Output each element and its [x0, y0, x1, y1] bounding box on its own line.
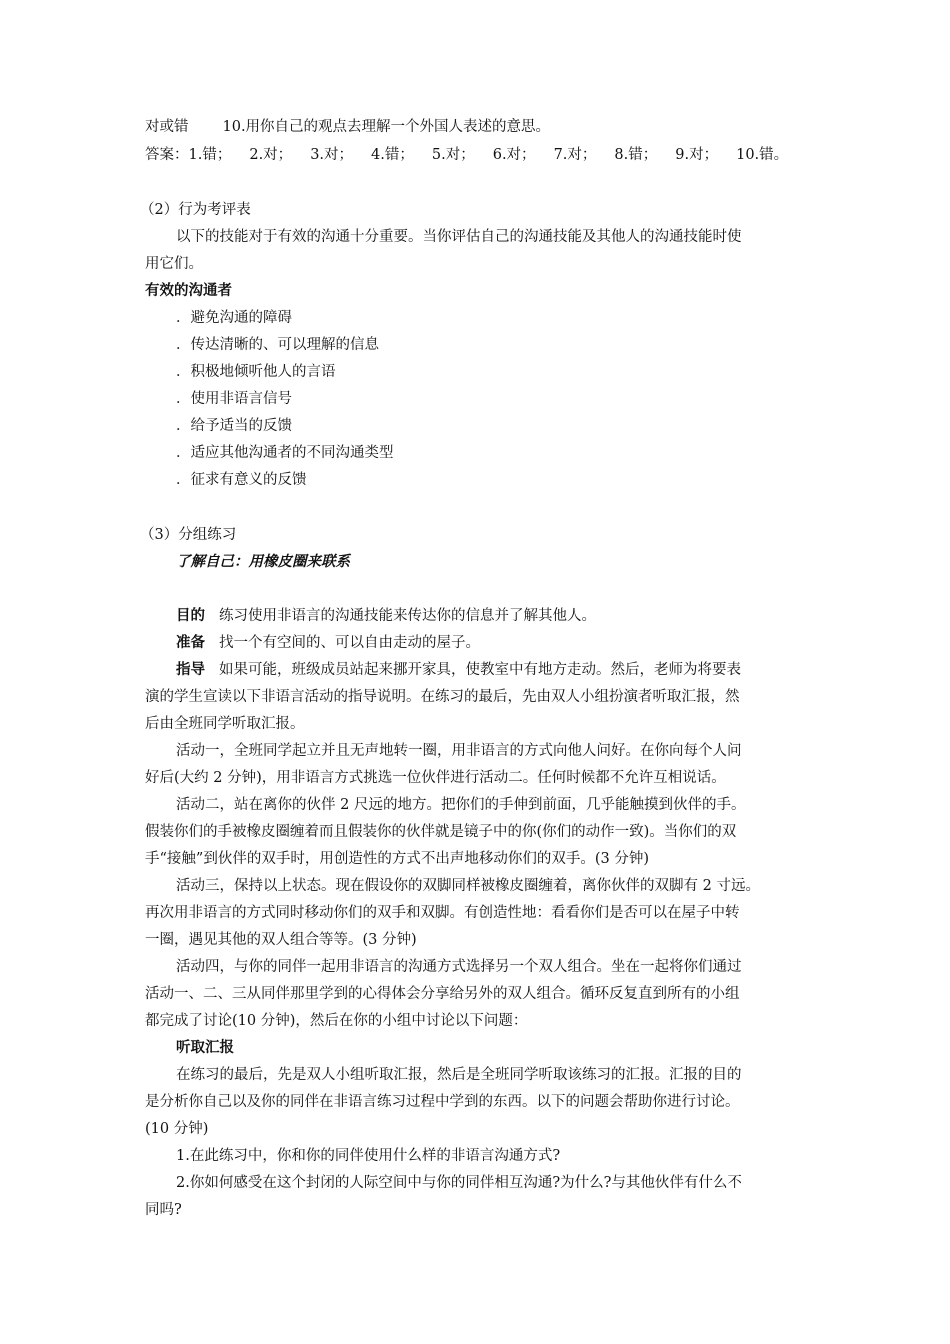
answer-item: 6.对；: [492, 147, 536, 163]
question-2-line-1: 2.你如何感受在这个封闭的人际空间中与你的同伴相互沟通?为什么?与其他伙伴有什么不: [176, 1175, 742, 1191]
activity-1-line-2: 好后(大约 2 分钟)，用非语言方式挑选一位伙伴进行活动二。任何时候都不允许互相说话。: [145, 770, 726, 786]
question-10-line: [145, 117, 550, 137]
answer-item: 1.错；: [188, 147, 232, 163]
prep-text: 找一个有空间的、可以自由走动的屋子。: [219, 635, 480, 651]
activity-4-line-3: 都完成了讨论(10 分钟)，然后在你的小组中讨论以下问题：: [145, 1013, 528, 1029]
answer-item: 7.对；: [553, 147, 597, 163]
activity-2-line-3: 手“接触”到伙伴的双手时，用创造性的方式不出声地移动你们的双手。(3 分钟): [145, 851, 649, 867]
true-false-label: 对或错: [145, 119, 189, 135]
guide-line-1: [176, 660, 741, 680]
answer-item: 10.错。: [736, 147, 789, 163]
answer-item: 3.对；: [310, 147, 354, 163]
section-2-intro-line-2: 用它们。: [145, 256, 203, 272]
activity-2-line-1: 活动二，站在离你的伙伴 2 尺远的地方。把你们的手伸到前面，几乎能触摸到伙伴的手。: [176, 797, 746, 813]
guide-text: 如果可能，班级成员站起来挪开家具，使教室中有地方走动。然后，老师为将要表: [219, 662, 741, 678]
guide-line-2: 演的学生宣读以下非语言活动的指导说明。在练习的最后，先由双人小组扮演者听取汇报，然: [145, 689, 740, 705]
activity-4-line-1: 活动四，与你的同伴一起用非语言的沟通方式选择另一个双人组合。坐在一起将你们通过: [176, 959, 742, 975]
debrief-line-3: (10 分钟): [145, 1121, 209, 1137]
guide-label: 指导: [176, 662, 205, 678]
activity-2-line-2: 假装你们的手被橡皮圈缠着而且假装你的伙伴就是镜子中的你(你们的动作一致)。当你们的双: [145, 824, 737, 840]
list-item: ．传达清晰的、可以理解的信息: [176, 337, 379, 353]
prep-label: 准备: [176, 635, 205, 651]
list-item: ．避免沟通的障碍: [176, 310, 292, 326]
activity-3-line-3: 一圈，遇见其他的双人组合等等。(3 分钟): [145, 932, 417, 948]
exercise-title: 了解自己：用橡皮圈来联系: [176, 553, 350, 570]
activity-3-line-1: 活动三，保持以上状态。现在假设你的双脚同样被橡皮圈缠着，离你伙伴的双脚有 2 寸远。: [176, 878, 760, 894]
question-1: 1.在此练习中，你和你的同伴使用什么样的非语言沟通方式?: [176, 1148, 561, 1164]
answer-key: [145, 145, 788, 165]
purpose-line: [176, 606, 596, 626]
answer-item: 4.错；: [371, 147, 414, 163]
answer-item: 8.错；: [614, 147, 658, 163]
answer-item: 2.对；: [249, 147, 293, 163]
section-2-intro-line-1: 以下的技能对于有效的沟通十分重要。当你评估自己的沟通技能及其他人的沟通技能时使: [176, 229, 742, 245]
activity-3-line-2: 再次用非语言的方式同时移动你们的双手和双脚。有创造性地：看看你们是否可以在屋子中转: [145, 905, 740, 921]
debrief-line-1: 在练习的最后，先是双人小组听取汇报，然后是全班同学听取该练习的汇报。汇报的目的: [176, 1067, 742, 1083]
activity-4-line-2: 活动一、二、三从同伴那里学到的心得体会分享给另外的双人组合。循环反复直到所有的小组: [145, 986, 740, 1002]
purpose-text: 练习使用非语言的沟通技能来传达你的信息并了解其他人。: [219, 608, 596, 624]
debrief-line-2: 是分析你自己以及你的同伴在非语言练习过程中学到的东西。以下的问题会帮助你进行讨论。: [145, 1094, 740, 1110]
list-item: ．给予适当的反馈: [176, 418, 292, 434]
question-2-line-2: 同吗?: [145, 1202, 182, 1218]
list-item: ．使用非语言信号: [176, 391, 292, 407]
section-2-heading: （2）行为考评表: [140, 202, 251, 218]
guide-line-3: 后由全班同学听取汇报。: [145, 716, 305, 732]
answers-label: 答案：: [145, 147, 189, 163]
answer-item: 5.对；: [431, 147, 475, 163]
list-item: ．适应其他沟通者的不同沟通类型: [176, 445, 394, 461]
list-item: ．积极地倾听他人的言语: [176, 364, 336, 380]
section-3-heading: （3）分组练习: [140, 527, 237, 543]
question-10-text: 10.用你自己的观点去理解一个外国人表述的意思。: [222, 119, 551, 135]
list-item: ．征求有意义的反馈: [176, 472, 307, 488]
prep-line: [176, 633, 480, 653]
effective-communicator-heading: 有效的沟通者: [145, 283, 232, 299]
activity-1-line-1: 活动一，全班同学起立并且无声地转一圈，用非语言的方式向他人问好。在你向每个人问: [176, 743, 742, 759]
purpose-label: 目的: [176, 608, 205, 624]
answer-item: 9.对；: [675, 147, 719, 163]
debrief-heading: 听取汇报: [176, 1040, 234, 1056]
